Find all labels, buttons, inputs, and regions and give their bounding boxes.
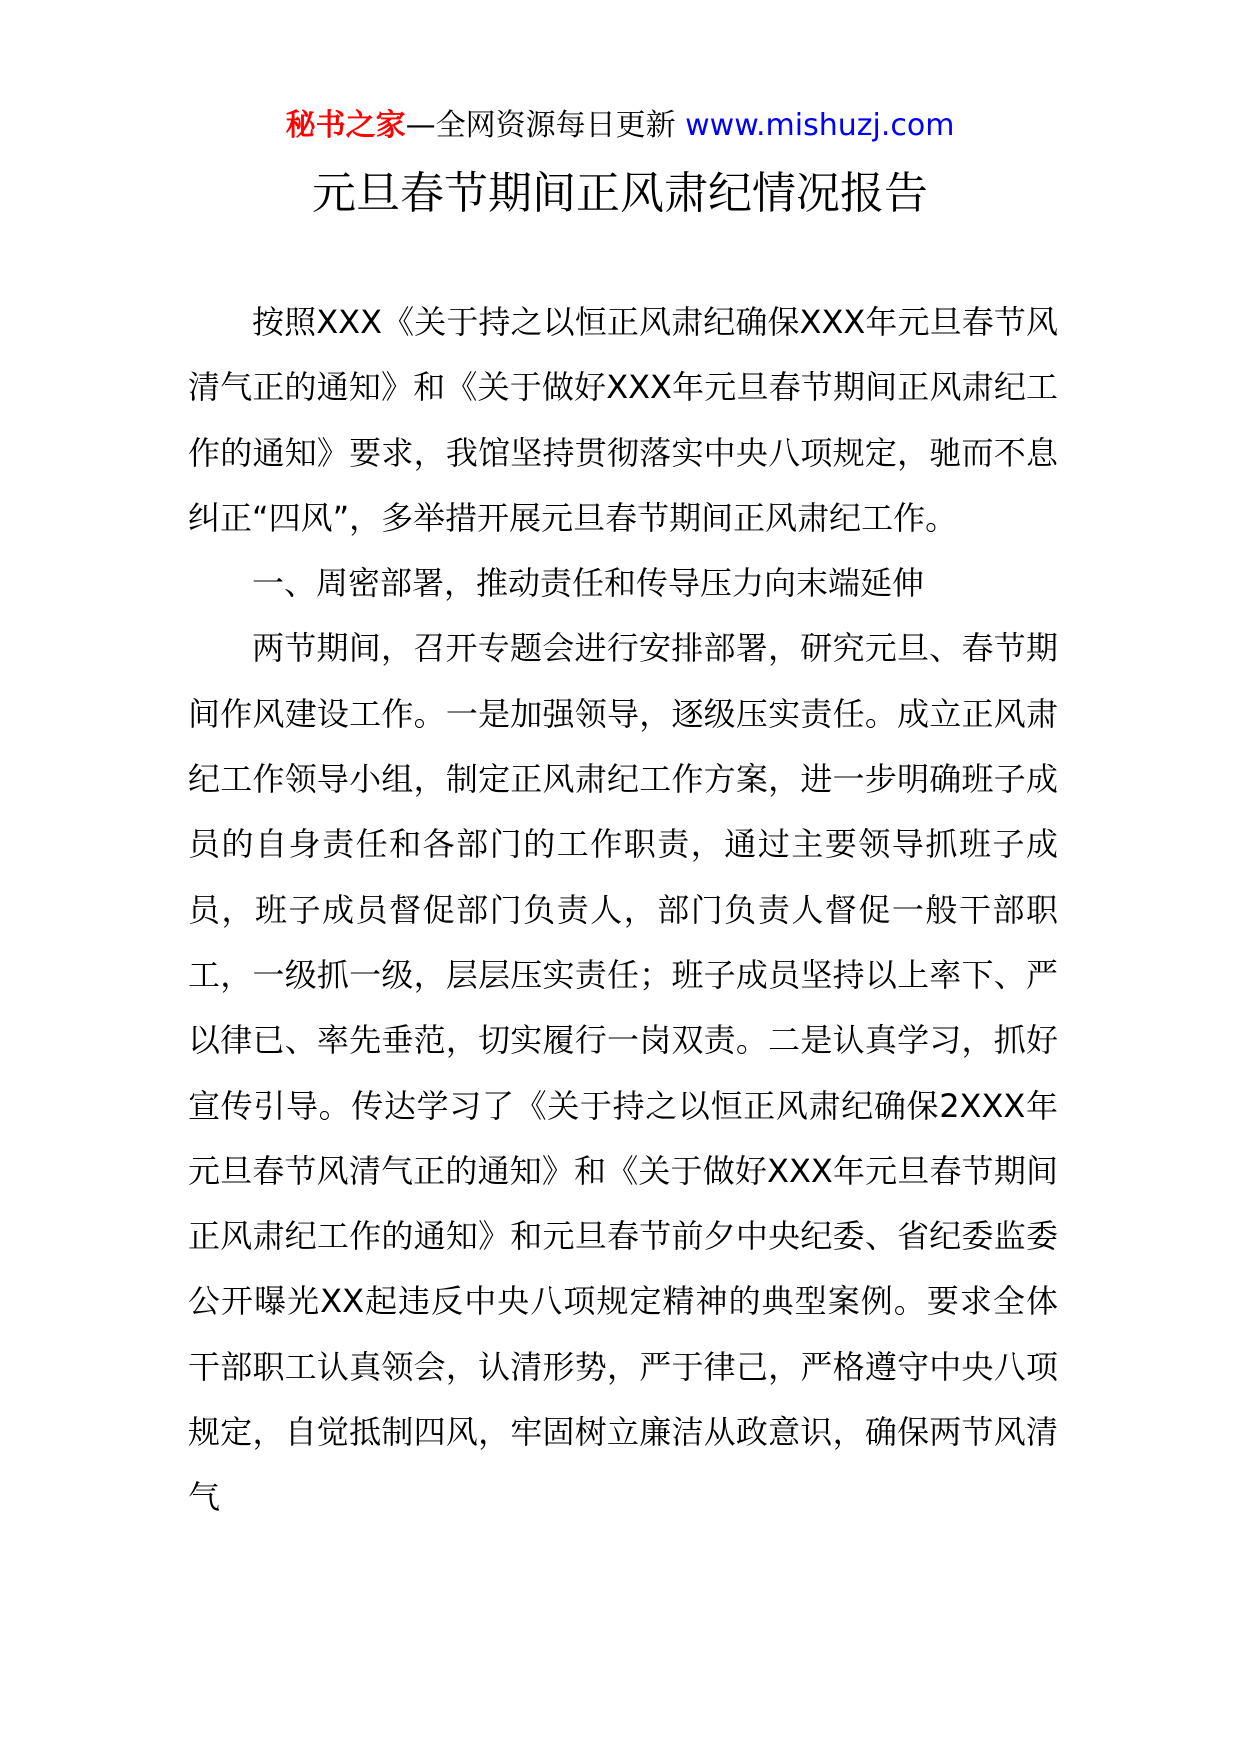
site-url-link[interactable]: www.mishuzj.com [685, 108, 955, 143]
document-body [188, 290, 1058, 1531]
site-brand-name: 秘书之家 [285, 108, 406, 143]
section-1-paragraph: 两节期间，召开专题会进行安排部署，研究元旦、春节期间作风建设工作。一是加强领导，逐级压实责任。成立正风肃纪工作领导小组，制定正风肃纪工作方案，进一步明确班子成员的自身责任和各部门的工作职责，通过主要领导抓班子成员，班子成员督促部门负责人，部门负责人督促一般干部职工，一级抓一级，层层压实责任；班子成员坚持以上率下、严以律已、率先垂范，切实履行一岗双责。二是认真学习，抓好宣传引导。传达学习了《关于持之以恒正风肃纪确保2XXX年元旦春节风清气正的通知》和《关于做好XXX年元旦春节期间正风肃纪工作的通知》和元旦春节前夕中央纪委、省纪委监委公开曝光XX起违反中央八项规定精神的典型案例。要求全体干部职工认真领会，认清形势，严于律己，严格遵守中央八项规定，自觉抵制四风，牢固树立廉洁从政意识，确保两节风清气 [188, 629, 1058, 1517]
intro-paragraph: 按照XXX《关于持之以恒正风肃纪确保XXX年元旦春节风清气正的通知》和《关于做好XXX年元旦春节期间正风肃纪工作的通知》要求，我馆坚持贯彻落实中央八项规定，驰而不息纠正“四风”，多举措开展元旦春节期间正风肃纪工作。 [188, 303, 1058, 537]
site-tagline: —全网资源每日更新 [405, 108, 676, 143]
section-1-heading: 一、周密部署，推动责任和传导压力向末端延伸 [252, 564, 925, 603]
document-title: 元旦春节期间正风肃纪情况报告 [312, 168, 928, 219]
site-banner [0, 104, 1240, 148]
